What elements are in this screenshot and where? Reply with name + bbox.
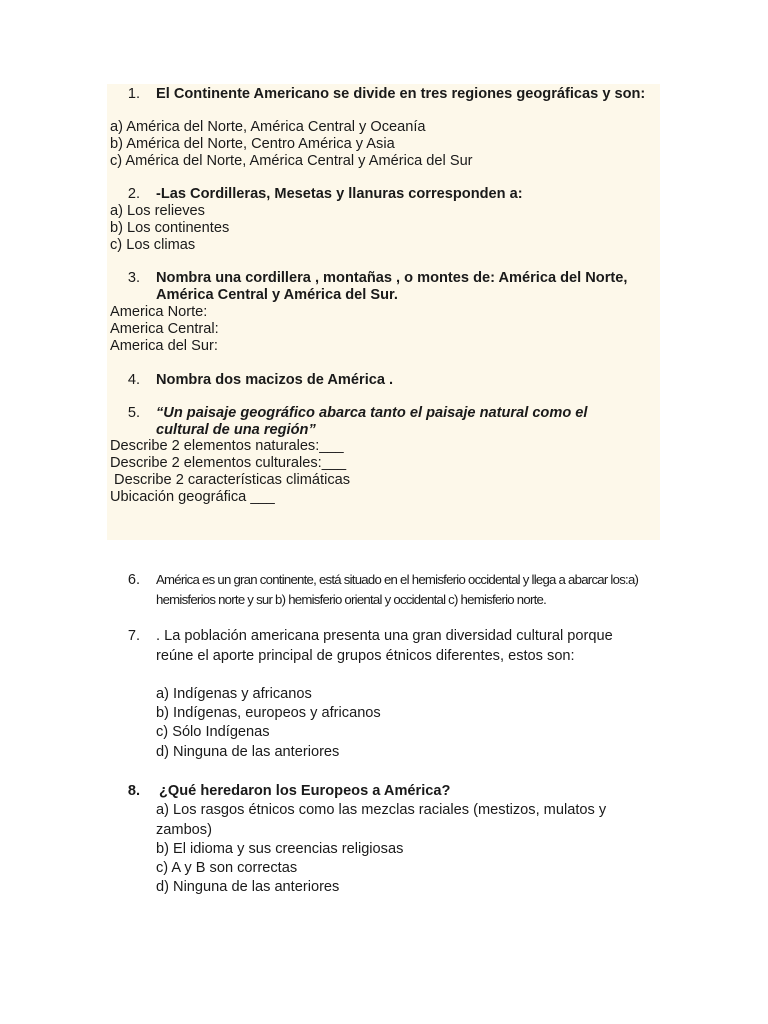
question-2: [120, 186, 650, 203]
question-5-line-cultural: Describe 2 elementos culturales:___: [110, 455, 347, 471]
question-5-line-climate: Describe 2 características climáticas: [110, 472, 351, 488]
question-5-text: “Un paisaje geográfico abarca tanto el paisaje natural como el cultural de una región”: [156, 405, 588, 438]
question-8-option-c: c) A y B son correctas: [156, 860, 298, 876]
question-1-option-a: a) América del Norte, América Central y Oceanía: [110, 119, 426, 135]
question-4: [120, 372, 650, 389]
question-4-number: 4.: [127, 372, 140, 388]
question-2-number: 2.: [127, 186, 140, 202]
question-3-number: 3.: [127, 270, 140, 286]
question-1-text: El Continente Americano se divide en tres regiones geográficas y son:: [156, 86, 646, 102]
question-6-number: 6.: [127, 572, 140, 588]
question-7-option-a: a) Indígenas y africanos: [156, 686, 312, 702]
question-3-line-south: America del Sur:: [110, 338, 218, 354]
question-5-line-natural: Describe 2 elementos naturales:___: [110, 438, 344, 454]
question-8-number: 8.: [127, 783, 140, 799]
question-2-option-c: c) Los climas: [110, 237, 196, 253]
question-7: [120, 627, 650, 666]
question-1: [120, 86, 650, 103]
question-2-option-b: b) Los continentes: [110, 220, 230, 236]
question-1-option-b: b) América del Norte, Centro América y Asia: [110, 136, 395, 152]
question-1-option-c: c) América del Norte, América Central y América del Sur: [110, 153, 473, 169]
question-5: [120, 405, 650, 439]
question-6-text: América es un gran continente, está situado en el hemisferio occidental y llega a abarcar los:a) hemisferios norte y sur b) hemisferio oriental y occidental c) hemisferio norte.: [156, 572, 639, 607]
question-6: [120, 570, 660, 610]
question-4-text: Nombra dos macizos de América .: [156, 372, 394, 388]
question-7-text: . La población americana presenta una gran diversidad cultural porque reúne el aporte principal de grupos étnicos diferentes, estos son:: [156, 628, 613, 664]
question-5-number: 5.: [127, 405, 140, 421]
question-7-option-d: d) Ninguna de las anteriores: [156, 744, 340, 760]
question-2-text: -Las Cordilleras, Mesetas y llanuras corresponden a:: [156, 186, 523, 202]
question-7-number: 7.: [127, 628, 140, 644]
question-3-line-central: America Central:: [110, 321, 219, 337]
question-3: [120, 270, 650, 304]
question-5-line-location: Ubicación geográfica ___: [110, 489, 275, 505]
question-2-option-a: a) Los relieves: [110, 203, 205, 219]
question-7-option-c: c) Sólo Indígenas: [156, 724, 270, 740]
question-8-option-b: b) El idioma y sus creencias religiosas: [156, 841, 404, 857]
question-7-option-b: b) Indígenas, europeos y africanos: [156, 705, 381, 721]
question-8-text: ¿Qué heredaron los Europeos a América?: [159, 783, 451, 799]
question-8: [120, 782, 650, 802]
question-8-option-a: a) Los rasgos étnicos como las mezclas raciales (mestizos, mulatos y zambos): [156, 802, 607, 838]
question-8-option-d: d) Ninguna de las anteriores: [156, 879, 340, 895]
question-1-number: 1.: [127, 86, 140, 102]
question-3-line-north: America Norte:: [110, 304, 208, 320]
question-3-text: Nombra una cordillera , montañas , o montes de: América del Norte, América Central y América del Sur.: [156, 270, 628, 303]
